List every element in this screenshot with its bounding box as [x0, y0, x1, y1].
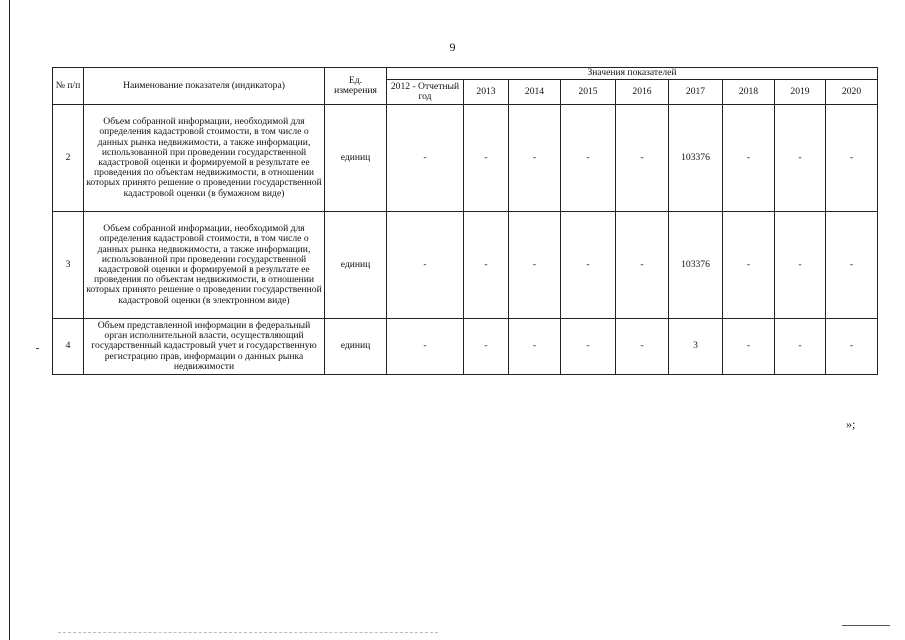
header-year: 2014 [509, 80, 561, 105]
value-cell: - [775, 319, 826, 375]
header-unit: Ед. измерения [325, 68, 387, 105]
header-values: Значения показателей [387, 68, 878, 80]
value-cell: - [561, 319, 616, 375]
page-number: 9 [449, 40, 456, 54]
indicator-name: Объем собранной информации, необходимой для определения кадастровой стоимости, в том числе о данных рынка недвижимости, а также информации, использованной при проведении государственной кадастровой оценки и формируемой в результате ее проведения по объектам недвижимости, в отношении которых принято решение о проведении государственной кадастровой оценки (в бумажном виде) [84, 105, 325, 212]
value-cell: - [775, 212, 826, 319]
value-cell: - [723, 105, 775, 212]
table-row [53, 319, 878, 375]
row-number: 4 [53, 319, 84, 375]
header-year: 2018 [723, 80, 775, 105]
value-cell: - [616, 105, 669, 212]
value-cell: - [775, 105, 826, 212]
value-cell: - [561, 212, 616, 319]
value-cell: - [616, 212, 669, 319]
header-num: № п/п [53, 68, 84, 105]
header-name: Наименование показателя (индикатора) [84, 68, 325, 105]
row-number: 3 [53, 212, 84, 319]
value-cell: - [723, 212, 775, 319]
header-year: 2012 - Отчетный год [387, 80, 464, 105]
value-cell: - [464, 319, 509, 375]
value-cell: - [387, 105, 464, 212]
header-year: 2020 [826, 80, 878, 105]
value-cell: 3 [669, 319, 723, 375]
indicator-name: Объем собранной информации, необходимой для определения кадастровой стоимости, в том числе о данных рынка недвижимости, а также информации, использованной при проведении государственной кадастровой оценки и формируемой в результате ее проведения по объектам недвижимости, в отношении которых принято решение о проведении государственной кадастровой оценки (в электронном виде) [84, 212, 325, 319]
header-year: 2017 [669, 80, 723, 105]
table-row [53, 105, 878, 212]
table-row [53, 212, 878, 319]
value-cell: - [509, 212, 561, 319]
unit-cell: единиц [325, 105, 387, 212]
value-cell: - [561, 105, 616, 212]
value-cell: - [464, 105, 509, 212]
value-cell: - [464, 212, 509, 319]
header-year: 2019 [775, 80, 826, 105]
indicators-table [52, 67, 878, 375]
value-cell: - [509, 319, 561, 375]
value-cell: 103376 [669, 212, 723, 319]
header-year: 2013 [464, 80, 509, 105]
header-year: 2016 [616, 80, 669, 105]
value-cell: - [616, 319, 669, 375]
closing-quote-mark: »; [846, 417, 856, 431]
value-cell: - [826, 105, 878, 212]
value-cell: - [387, 319, 464, 375]
value-cell: - [826, 319, 878, 375]
value-cell: - [387, 212, 464, 319]
header-year: 2015 [561, 80, 616, 105]
value-cell: 103376 [669, 105, 723, 212]
value-cell: - [509, 105, 561, 212]
value-cell: - [826, 212, 878, 319]
row-number: 2 [53, 105, 84, 212]
unit-cell: единиц [325, 212, 387, 319]
indicator-name: Объем представленной информации в федеральный орган исполнительной власти, осуществляющий государственный кадастровый учет и государственную регистрацию прав, информации о данных рынка недвижимости [84, 319, 325, 375]
value-cell: - [723, 319, 775, 375]
scan-artifact-line [58, 632, 438, 634]
scan-artifact [36, 348, 39, 349]
scan-artifact-line [842, 625, 890, 626]
unit-cell: единиц [325, 319, 387, 375]
left-margin-rule [9, 0, 10, 640]
